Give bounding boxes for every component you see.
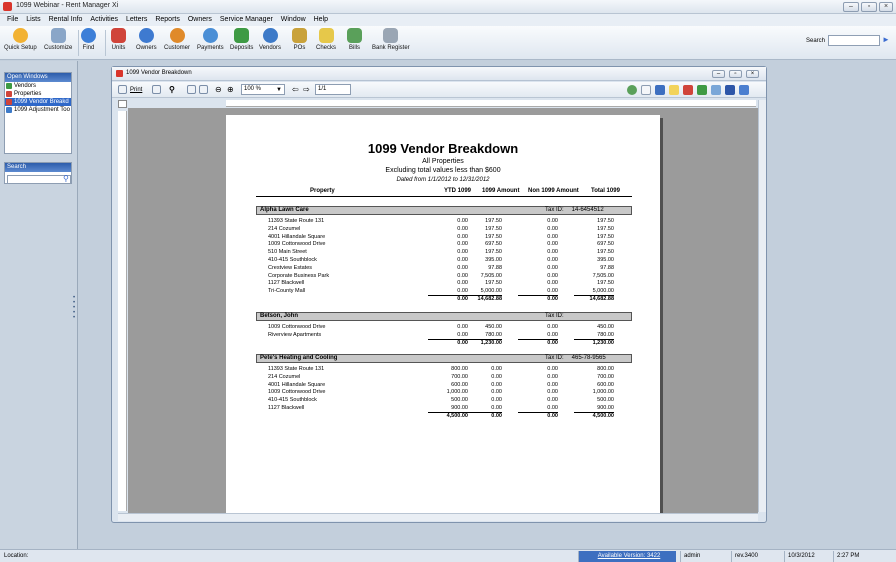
properties-icon: [6, 91, 12, 97]
pdf-export-icon[interactable]: [683, 85, 693, 95]
row-cell: 0.00: [547, 381, 558, 388]
row-property: 11393 State Route 131: [268, 218, 325, 224]
preview-canvas: [128, 108, 758, 513]
table-row: [256, 404, 632, 412]
row-property: Corporate Business Park: [268, 272, 330, 279]
next-page-icon[interactable]: ⇨: [303, 85, 310, 94]
row-cell: 0.00: [457, 257, 468, 263]
units-icon: [111, 28, 126, 43]
row-cell: 500.00: [451, 397, 468, 404]
row-cell: 0.00: [547, 218, 558, 224]
row-property: 11393 State Route 131: [268, 366, 325, 372]
row-cell: 0.00: [457, 225, 468, 232]
left-search-title: Search: [5, 163, 71, 172]
pos-button[interactable]: POs: [292, 28, 307, 51]
table-row: [256, 264, 632, 272]
total-row: [256, 295, 632, 303]
toolbar-separator: [105, 30, 106, 56]
total-cell: 14,682.88: [574, 295, 614, 303]
row-cell: 0.00: [547, 241, 558, 248]
total-cell: 1,230.00: [574, 339, 614, 347]
vendor-tax-id: [545, 313, 572, 320]
row-cell: 5,000.00: [480, 288, 502, 295]
row-cell: 7,505.00: [592, 272, 614, 279]
open-windows-title: Open Windows: [5, 73, 71, 82]
row-cell: 0.00: [547, 389, 558, 396]
report-subtitle: All Properties: [422, 158, 464, 165]
row-property: 214 Cozumel: [268, 225, 301, 232]
find-icon[interactable]: ⚲: [169, 85, 175, 94]
search-icon[interactable]: ►: [882, 35, 890, 44]
open-window-1099-vendor-breakdown[interactable]: 1099 Vendor Breakd: [5, 98, 71, 106]
row-cell: 0.00: [547, 331, 558, 338]
total-cell: 0.00: [428, 339, 468, 347]
vertical-scrollbar[interactable]: [758, 100, 766, 512]
row-cell: 197.50: [597, 233, 614, 240]
search-input[interactable]: [828, 35, 880, 46]
payments-icon: [203, 28, 218, 43]
row-cell: 600.00: [597, 381, 614, 388]
report-page: [226, 115, 660, 513]
col-property: Property: [310, 188, 335, 194]
row-cell: 395.00: [485, 257, 502, 263]
vendor-name: Betson, John: [260, 313, 299, 319]
row-property: 410-415 Southblock: [268, 397, 317, 404]
table-row: [256, 365, 632, 373]
row-cell: 0.00: [457, 288, 468, 295]
row-cell: 0.00: [491, 405, 502, 411]
row-cell: 197.50: [597, 218, 614, 224]
header-rule: [256, 196, 632, 197]
row-cell: 450.00: [597, 324, 614, 330]
open-window-1099-adjustment-tool[interactable]: 1099 Adjustment Too: [5, 106, 71, 114]
report-minimize-button[interactable]: –: [712, 70, 725, 78]
horizontal-ruler: [226, 100, 756, 107]
vendor-group-header: [256, 312, 632, 321]
horizontal-scrollbar[interactable]: [118, 513, 758, 521]
row-cell: 0.00: [491, 389, 502, 396]
window-title-bar: [0, 0, 896, 14]
row-cell: 0.00: [457, 218, 468, 224]
bank-register-button[interactable]: Bank Register: [372, 28, 410, 51]
row-cell: 0.00: [457, 264, 468, 271]
row-cell: 0.00: [547, 366, 558, 372]
total-cell: 0.00: [518, 412, 558, 420]
maximize-button[interactable]: ▫: [861, 2, 877, 12]
status-rev: rev.3400: [731, 551, 781, 562]
total-cell: 0.00: [518, 339, 558, 347]
pos-icon: [292, 28, 307, 43]
row-cell: 1,000.00: [592, 389, 614, 396]
row-cell: 697.50: [485, 241, 502, 248]
table-row: [256, 225, 632, 233]
row-cell: 697.50: [597, 241, 614, 248]
customize-icon: [51, 28, 66, 43]
zoom-select[interactable]: 100 %: [241, 84, 285, 95]
panel-splitter-handle[interactable]: • • • • •: [73, 295, 76, 321]
open-window-vendors[interactable]: Vendors: [5, 82, 71, 90]
excel-export-icon[interactable]: [697, 85, 707, 95]
status-user: admin: [680, 551, 728, 562]
table-row: [256, 396, 632, 404]
row-cell: 395.00: [597, 257, 614, 263]
single-page-icon[interactable]: [187, 85, 196, 94]
row-property: 1127 Blackwell: [268, 280, 305, 287]
row-cell: 0.00: [547, 249, 558, 256]
find-icon: [81, 28, 96, 43]
table-row: [256, 233, 632, 241]
row-property: 1009 Cottonwood Drive: [268, 389, 326, 396]
row-property: 1009 Cottonwood Drive: [268, 241, 326, 248]
menu-bar: [0, 14, 896, 26]
row-cell: 0.00: [547, 405, 558, 411]
image-export-icon[interactable]: [711, 85, 721, 95]
total-cell: 4,500.00: [574, 412, 614, 420]
open-window-properties[interactable]: Properties: [5, 90, 71, 98]
row-cell: 900.00: [597, 405, 614, 411]
table-row: [256, 287, 632, 295]
row-cell: 0.00: [547, 257, 558, 263]
row-cell: 0.00: [457, 249, 468, 256]
row-property: 214 Cozumel: [268, 373, 301, 380]
menu-help[interactable]: Help: [313, 16, 329, 23]
customer-button[interactable]: Customer: [164, 28, 190, 51]
customer-icon: [170, 28, 185, 43]
available-version-link[interactable]: Available Version: 3422: [578, 551, 676, 562]
row-cell: 0.00: [547, 233, 558, 240]
minimize-button[interactable]: –: [843, 2, 859, 12]
search-label: Search: [806, 38, 826, 44]
menu-activities[interactable]: Activities: [90, 16, 119, 23]
tool-icon: [6, 107, 12, 113]
row-cell: 97.88: [600, 264, 614, 271]
chevron-down-icon[interactable]: ▼: [276, 87, 282, 93]
bills-button[interactable]: Bills: [347, 28, 362, 51]
col-ytd-1099: YTD 1099: [444, 188, 472, 194]
row-cell: 450.00: [485, 324, 502, 330]
zoom-out-icon[interactable]: ⊖: [215, 85, 222, 94]
vendors-icon: [263, 28, 278, 43]
status-time: 2:27 PM: [833, 551, 893, 562]
row-cell: 197.50: [485, 218, 502, 224]
report-icon: [6, 99, 12, 105]
total-cell: 1,230.00: [462, 339, 502, 347]
tax-id-label: Tax ID:: [545, 355, 564, 361]
deposits-button[interactable]: Deposits: [230, 28, 253, 51]
tax-id-value: 14-6454512: [571, 207, 604, 213]
word-export-icon[interactable]: [725, 85, 735, 95]
menu-window[interactable]: Window: [280, 16, 306, 23]
row-cell: 197.50: [597, 249, 614, 256]
row-cell: 0.00: [547, 373, 558, 380]
find-button[interactable]: Find: [81, 28, 96, 51]
ruler-corner: [118, 100, 127, 108]
row-cell: 197.50: [597, 280, 614, 287]
vendors-button[interactable]: Vendors: [259, 28, 281, 51]
owners-icon: [139, 28, 154, 43]
row-cell: 900.00: [451, 405, 468, 411]
row-cell: 0.00: [491, 366, 502, 372]
deposits-icon: [234, 28, 249, 43]
quick-setup-icon: [13, 28, 28, 43]
report-window-title: 1099 Vendor Breakdown: [126, 70, 192, 76]
report-restore-button[interactable]: ▫: [729, 70, 742, 78]
table-row: [256, 373, 632, 381]
copy-icon[interactable]: [152, 85, 161, 94]
row-cell: 197.50: [485, 280, 502, 287]
col-total-1099: Total 1099: [591, 188, 620, 194]
row-cell: 0.00: [457, 280, 468, 287]
row-cell: 780.00: [597, 331, 614, 338]
report-excluding: Excluding total values less than $600: [385, 167, 501, 174]
main-toolbar: [0, 26, 896, 60]
vendor-tax-id: [545, 355, 606, 362]
row-cell: 0.00: [547, 280, 558, 287]
table-row: [256, 388, 632, 396]
table-row: [256, 240, 632, 248]
table-row: [256, 256, 632, 264]
row-cell: 600.00: [451, 381, 468, 388]
table-row: [256, 279, 632, 287]
open-windows-panel: [4, 72, 72, 154]
row-cell: 0.00: [491, 381, 502, 388]
table-row: [256, 381, 632, 389]
row-cell: 5,000.00: [592, 288, 614, 295]
report-icon: [116, 70, 123, 77]
status-bar: [0, 549, 896, 562]
quick-setup-button[interactable]: Quick Setup: [4, 28, 37, 51]
menu-service-manager[interactable]: Service Manager: [219, 16, 273, 23]
table-row: [256, 331, 632, 339]
row-cell: 800.00: [451, 366, 468, 372]
row-property: Tri-County Mall: [268, 288, 306, 295]
report-window-title-bar: [112, 67, 766, 81]
close-button[interactable]: ×: [879, 2, 893, 12]
row-property: 4001 Hillandale Square: [268, 381, 326, 388]
table-row: [256, 248, 632, 256]
left-panel: [0, 61, 78, 549]
menu-file[interactable]: File: [7, 16, 19, 23]
window-title: 1099 Webinar - Rent Manager Xi: [16, 2, 119, 9]
email-icon[interactable]: [739, 85, 749, 95]
left-search-panel: [4, 162, 72, 184]
tax-id-label: Tax ID:: [545, 207, 564, 213]
report-dates: Dated from 1/1/2012 to 12/31/2012: [396, 177, 490, 183]
report-title: 1099 Vendor Breakdown: [367, 141, 519, 156]
status-location: Location:: [4, 553, 29, 559]
row-cell: 0.00: [491, 397, 502, 404]
page-number-field[interactable]: 1/1: [315, 84, 351, 95]
row-cell: 97.88: [488, 264, 502, 271]
vertical-ruler: [118, 111, 127, 511]
row-cell: 780.00: [485, 331, 502, 338]
payments-button[interactable]: Payments: [197, 28, 224, 51]
col-non-1099-amount: Non 1099 Amount: [528, 188, 579, 194]
status-date: 10/3/2012: [784, 551, 830, 562]
report-window: [111, 66, 767, 523]
tax-id-label: Tax ID:: [545, 313, 564, 319]
row-property: 1127 Blackwell: [268, 405, 305, 411]
row-property: 1009 Cottonwood Drive: [268, 324, 326, 330]
row-property: 4001 Hillandale Square: [268, 233, 326, 240]
total-cell: 0.00: [518, 295, 558, 303]
tax-id-value: 465-78-9565: [571, 355, 606, 361]
menu-letters[interactable]: Letters: [125, 16, 148, 23]
total-cell: 4,500.00: [428, 412, 468, 420]
search-icon[interactable]: ⚲: [63, 174, 69, 183]
vendor-group-header: [256, 354, 632, 363]
row-property: 510 Main Street: [268, 249, 307, 256]
row-cell: 0.00: [547, 324, 558, 330]
table-row: [256, 323, 632, 331]
toolbar-separator: [78, 30, 79, 56]
total-cell: 0.00: [428, 295, 468, 303]
row-cell: 500.00: [597, 397, 614, 404]
bank-register-icon: [383, 28, 398, 43]
table-row: [256, 272, 632, 280]
row-cell: 0.00: [457, 272, 468, 279]
vendor-group-header: [256, 206, 632, 215]
vendor-name: Pete's Heating and Cooling: [260, 355, 338, 361]
row-cell: 0.00: [547, 288, 558, 295]
menu-reports[interactable]: Reports: [155, 16, 180, 23]
row-cell: 0.00: [491, 373, 502, 380]
row-property: Crestview Estates: [268, 264, 313, 271]
zoom-in-icon[interactable]: ⊕: [227, 85, 234, 94]
row-cell: 0.00: [547, 272, 558, 279]
row-cell: 197.50: [485, 233, 502, 240]
app-icon: [3, 2, 12, 11]
menu-lists[interactable]: Lists: [26, 16, 41, 23]
vendor-tax-id: [545, 207, 604, 214]
left-search-input[interactable]: [7, 175, 71, 184]
menu-owners[interactable]: Owners: [187, 16, 212, 23]
row-cell: 197.50: [485, 249, 502, 256]
row-cell: 7,505.00: [480, 272, 502, 279]
units-button[interactable]: Units: [111, 28, 126, 51]
blank-page-icon[interactable]: [641, 85, 651, 95]
refresh-icon[interactable]: [627, 85, 637, 95]
save-icon[interactable]: [655, 85, 665, 95]
print-button[interactable]: Print: [130, 87, 143, 93]
menu-rental-info[interactable]: Rental Info: [48, 16, 83, 23]
row-cell: 0.00: [547, 397, 558, 404]
total-row: [256, 339, 632, 347]
row-cell: 700.00: [597, 373, 614, 380]
previous-page-icon[interactable]: ⇦: [292, 85, 299, 94]
table-row: [256, 217, 632, 225]
printer-icon[interactable]: [118, 85, 127, 94]
customize-button[interactable]: Customize: [44, 28, 72, 51]
row-cell: 0.00: [547, 264, 558, 271]
total-cell: 0.00: [462, 412, 502, 420]
row-cell: 0.00: [457, 233, 468, 240]
checks-button[interactable]: Checks: [316, 28, 336, 51]
row-property: 410-415 Southblock: [268, 257, 317, 263]
row-cell: 0.00: [457, 331, 468, 338]
open-folder-icon[interactable]: [669, 85, 679, 95]
row-cell: 800.00: [597, 366, 614, 372]
row-cell: 197.50: [597, 225, 614, 232]
row-cell: 0.00: [457, 324, 468, 330]
row-cell: 0.00: [547, 225, 558, 232]
print-preview-toolbar: [112, 82, 766, 98]
bills-icon: [347, 28, 362, 43]
total-row: [256, 412, 632, 420]
vendors-icon: [6, 83, 12, 89]
row-cell: 197.50: [485, 225, 502, 232]
checks-icon: [319, 28, 334, 43]
vendor-name: Alpha Lawn Care: [260, 207, 309, 213]
report-close-button[interactable]: ×: [746, 70, 759, 78]
row-property: Riverview Apartments: [268, 331, 322, 338]
row-cell: 700.00: [451, 373, 468, 380]
multi-page-icon[interactable]: [199, 85, 208, 94]
col-1099-amount: 1099 Amount: [482, 188, 520, 194]
owners-button[interactable]: Owners: [136, 28, 157, 51]
row-cell: 1,000.00: [446, 389, 468, 396]
row-cell: 0.00: [457, 241, 468, 248]
total-cell: 14,682.88: [462, 295, 502, 303]
